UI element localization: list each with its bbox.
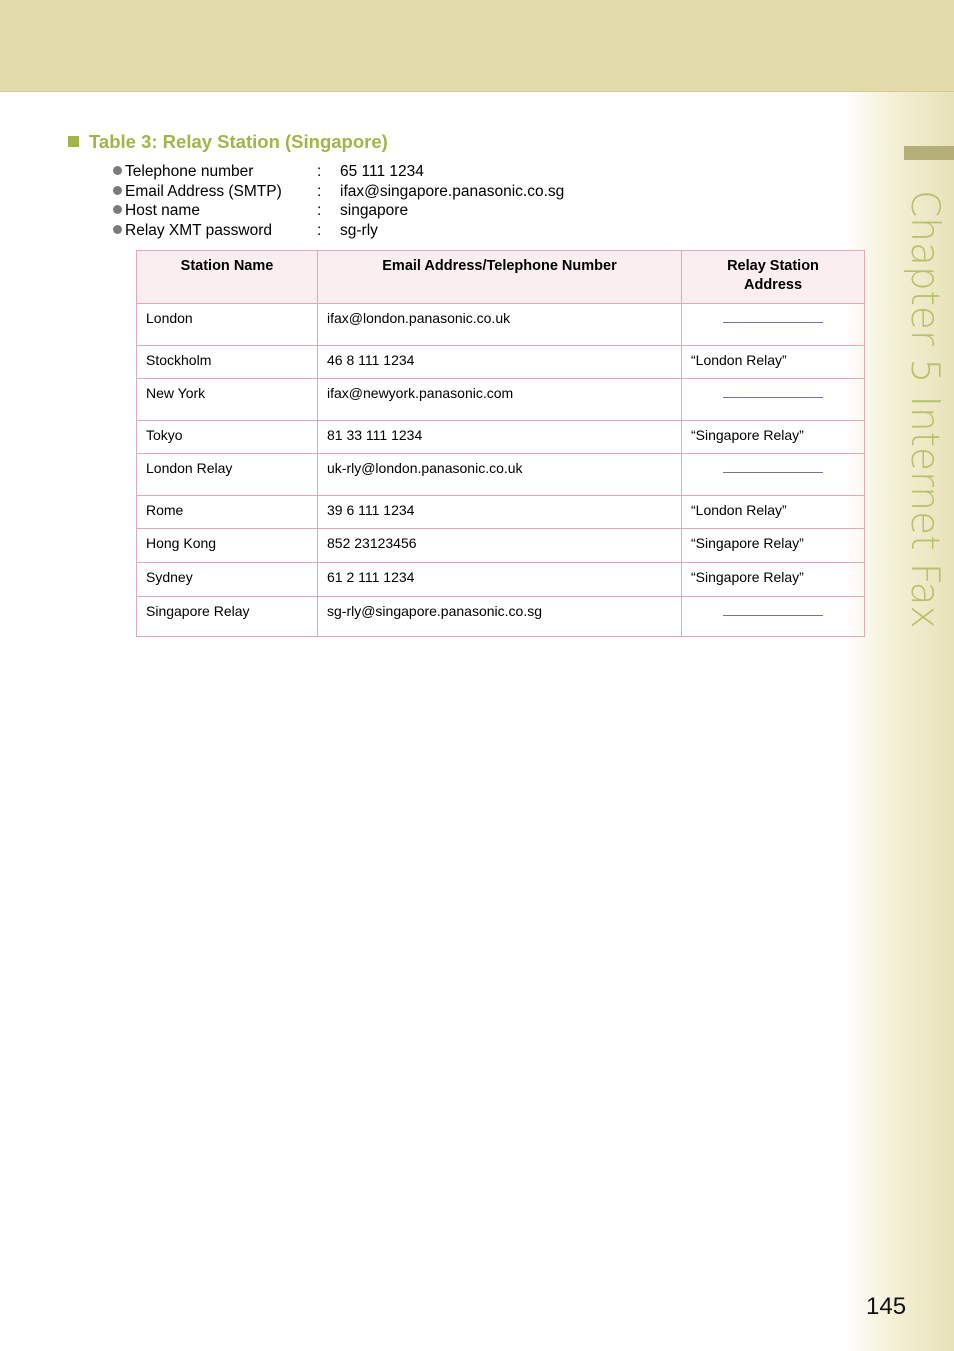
page-number: 145 [866,1293,907,1320]
table-row [137,496,865,529]
blank-entry-line [723,472,823,473]
header-relay-station-address [682,251,865,304]
cell-station: Sydney [137,563,318,597]
bullet-dot-icon [113,186,122,195]
bullet-dot-icon [113,225,122,234]
cell-relay [682,454,865,496]
cell-address: 46 8 111 1234 [318,346,682,379]
blank-entry-line [723,397,823,398]
relay-station-table [136,250,865,637]
info-value: sg-rly [340,221,378,239]
cell-station: London [137,304,318,346]
cell-station: Stockholm [137,346,318,379]
info-value: singapore [340,202,409,219]
info-label: Telephone number [125,163,254,180]
cell-relay: “London Relay” [682,346,865,379]
bullet-dot-icon [113,166,122,175]
header-station-name: Station Name [137,251,318,304]
table-row [137,563,865,597]
info-colon: : [317,182,322,200]
cell-relay: “Singapore Relay” [682,563,865,597]
header-email-address: Email Address/Telephone Number [318,251,682,304]
section-title [68,131,388,153]
info-row [113,162,564,182]
info-label: Host name [125,202,200,219]
table-row [137,346,865,379]
cell-relay: “Singapore Relay” [682,529,865,563]
blank-entry-line [723,615,823,616]
info-value: 65 111 1234 [340,163,424,180]
cell-address: ifax@newyork.panasonic.com [318,379,682,421]
info-label: Relay XMT password [125,221,273,239]
table-row [137,597,865,637]
info-row [113,221,564,241]
cell-address: 39 6 111 1234 [318,496,682,529]
info-row [113,182,564,202]
table-row [137,421,865,454]
info-row [113,201,564,221]
cell-relay [682,304,865,346]
info-label: Email Address (SMTP) [125,182,282,200]
table-row [137,529,865,563]
cell-address: sg-rly@singapore.panasonic.co.sg [318,597,682,637]
cell-relay: “London Relay” [682,496,865,529]
info-value: ifax@singapore.panasonic.co.sg [340,182,565,200]
table-header-row [137,251,865,304]
cell-relay [682,597,865,637]
info-colon: : [317,221,322,239]
cell-station: Hong Kong [137,529,318,563]
blank-entry-line [723,322,823,323]
section-title-text: Table 3: Relay Station (Singapore) [89,131,388,152]
chapter-marker [904,146,954,160]
info-colon: : [317,202,322,219]
cell-address: 61 2 111 1234 [318,563,682,597]
cell-address: 81 33 111 1234 [318,421,682,454]
square-bullet-icon [68,136,79,147]
cell-address: 852 23123456 [318,529,682,563]
cell-relay [682,379,865,421]
cell-station: London Relay [137,454,318,496]
header-relay-text: Relay Station Address [727,258,819,293]
cell-station: Tokyo [137,421,318,454]
header-band [0,0,954,92]
table-row [137,379,865,421]
table-row [137,454,865,496]
cell-station: Rome [137,496,318,529]
cell-station: New York [137,379,318,421]
cell-address: uk-rly@london.panasonic.co.uk [318,454,682,496]
station-info-list [113,162,564,240]
cell-relay: “Singapore Relay” [682,421,865,454]
info-colon: : [317,163,322,180]
cell-station: Singapore Relay [137,597,318,637]
chapter-label: Chapter 5 Internet Fax [902,190,947,629]
bullet-dot-icon [113,205,122,214]
cell-address: ifax@london.panasonic.co.uk [318,304,682,346]
table-row [137,304,865,346]
